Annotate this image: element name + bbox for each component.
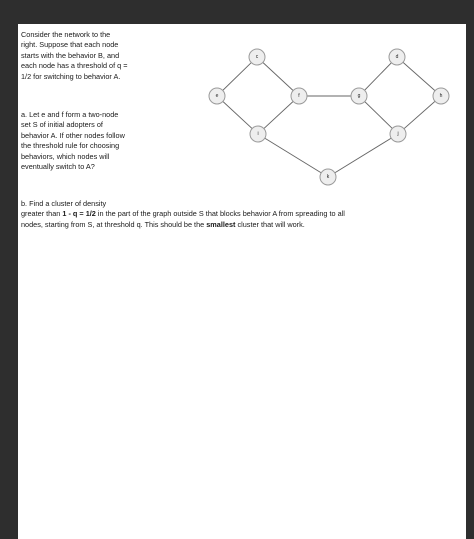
node-i	[250, 126, 266, 142]
part-b-line-3	[21, 220, 461, 230]
network-graph	[178, 24, 466, 214]
edge-i-k	[258, 134, 328, 177]
intro-line: right. Suppose that each node	[21, 40, 119, 50]
question-intro	[21, 30, 181, 82]
part-b-line-3-pre: nodes, starting from S, at threshold q. This should be the	[21, 219, 207, 229]
node-g	[351, 88, 367, 104]
part-b-line-2-post: in the part of the graph outside S that blocks behavior A from spreading to all	[95, 209, 345, 219]
density-threshold: 1 - q = 1/2	[62, 209, 96, 219]
window-frame-left	[0, 0, 18, 539]
node-label-f: f	[298, 93, 300, 99]
part-a-line: the threshold rule for choosing	[21, 141, 120, 151]
edge-d-h	[397, 57, 441, 96]
node-f	[291, 88, 307, 104]
node-h	[433, 88, 449, 104]
node-label-c: c	[255, 54, 259, 60]
part-a-line: behavior A. If other nodes follow	[21, 130, 125, 140]
edge-j-k	[328, 134, 398, 177]
edge-h-j	[398, 96, 441, 134]
node-label-e: e	[215, 93, 219, 99]
intro-line: Consider the network to the	[21, 30, 111, 39]
node-label-j: j	[397, 131, 399, 137]
intro-line: 1/2 for switching to behavior A.	[21, 71, 121, 81]
edge-c-f	[257, 57, 299, 96]
node-d	[389, 49, 405, 65]
part-a-line: eventually switch to A?	[21, 162, 95, 172]
window-frame-right	[466, 0, 474, 539]
intro-line: starts with the behavior B, and	[21, 50, 120, 60]
node-label-k: k	[326, 174, 330, 180]
part-a-line: a. Let e and f form a two-node	[21, 110, 119, 119]
part-b-line-2-pre: greater than	[21, 209, 63, 219]
part-a-line: set S of initial adopters of	[21, 120, 103, 130]
node-c	[249, 49, 265, 65]
part-b-line-3-post: cluster that will work.	[235, 219, 305, 229]
node-j	[390, 126, 406, 142]
node-k	[320, 169, 336, 185]
graph-edges	[217, 57, 441, 177]
smallest-emphasis: smallest	[206, 219, 236, 229]
node-e	[209, 88, 225, 104]
graph-nodes	[209, 49, 449, 185]
document-page	[18, 24, 466, 539]
node-label-d: d	[395, 54, 399, 60]
part-a-line: behaviors, which nodes will	[21, 151, 110, 161]
node-label-i: i	[257, 131, 259, 137]
window-frame-top	[0, 0, 474, 24]
intro-line: each node has a threshold of q =	[21, 61, 128, 71]
part-b-line-1: b. Find a cluster of density	[21, 199, 107, 208]
question-part-a	[21, 110, 181, 172]
node-label-g: g	[357, 93, 361, 99]
node-label-h: h	[439, 93, 443, 99]
